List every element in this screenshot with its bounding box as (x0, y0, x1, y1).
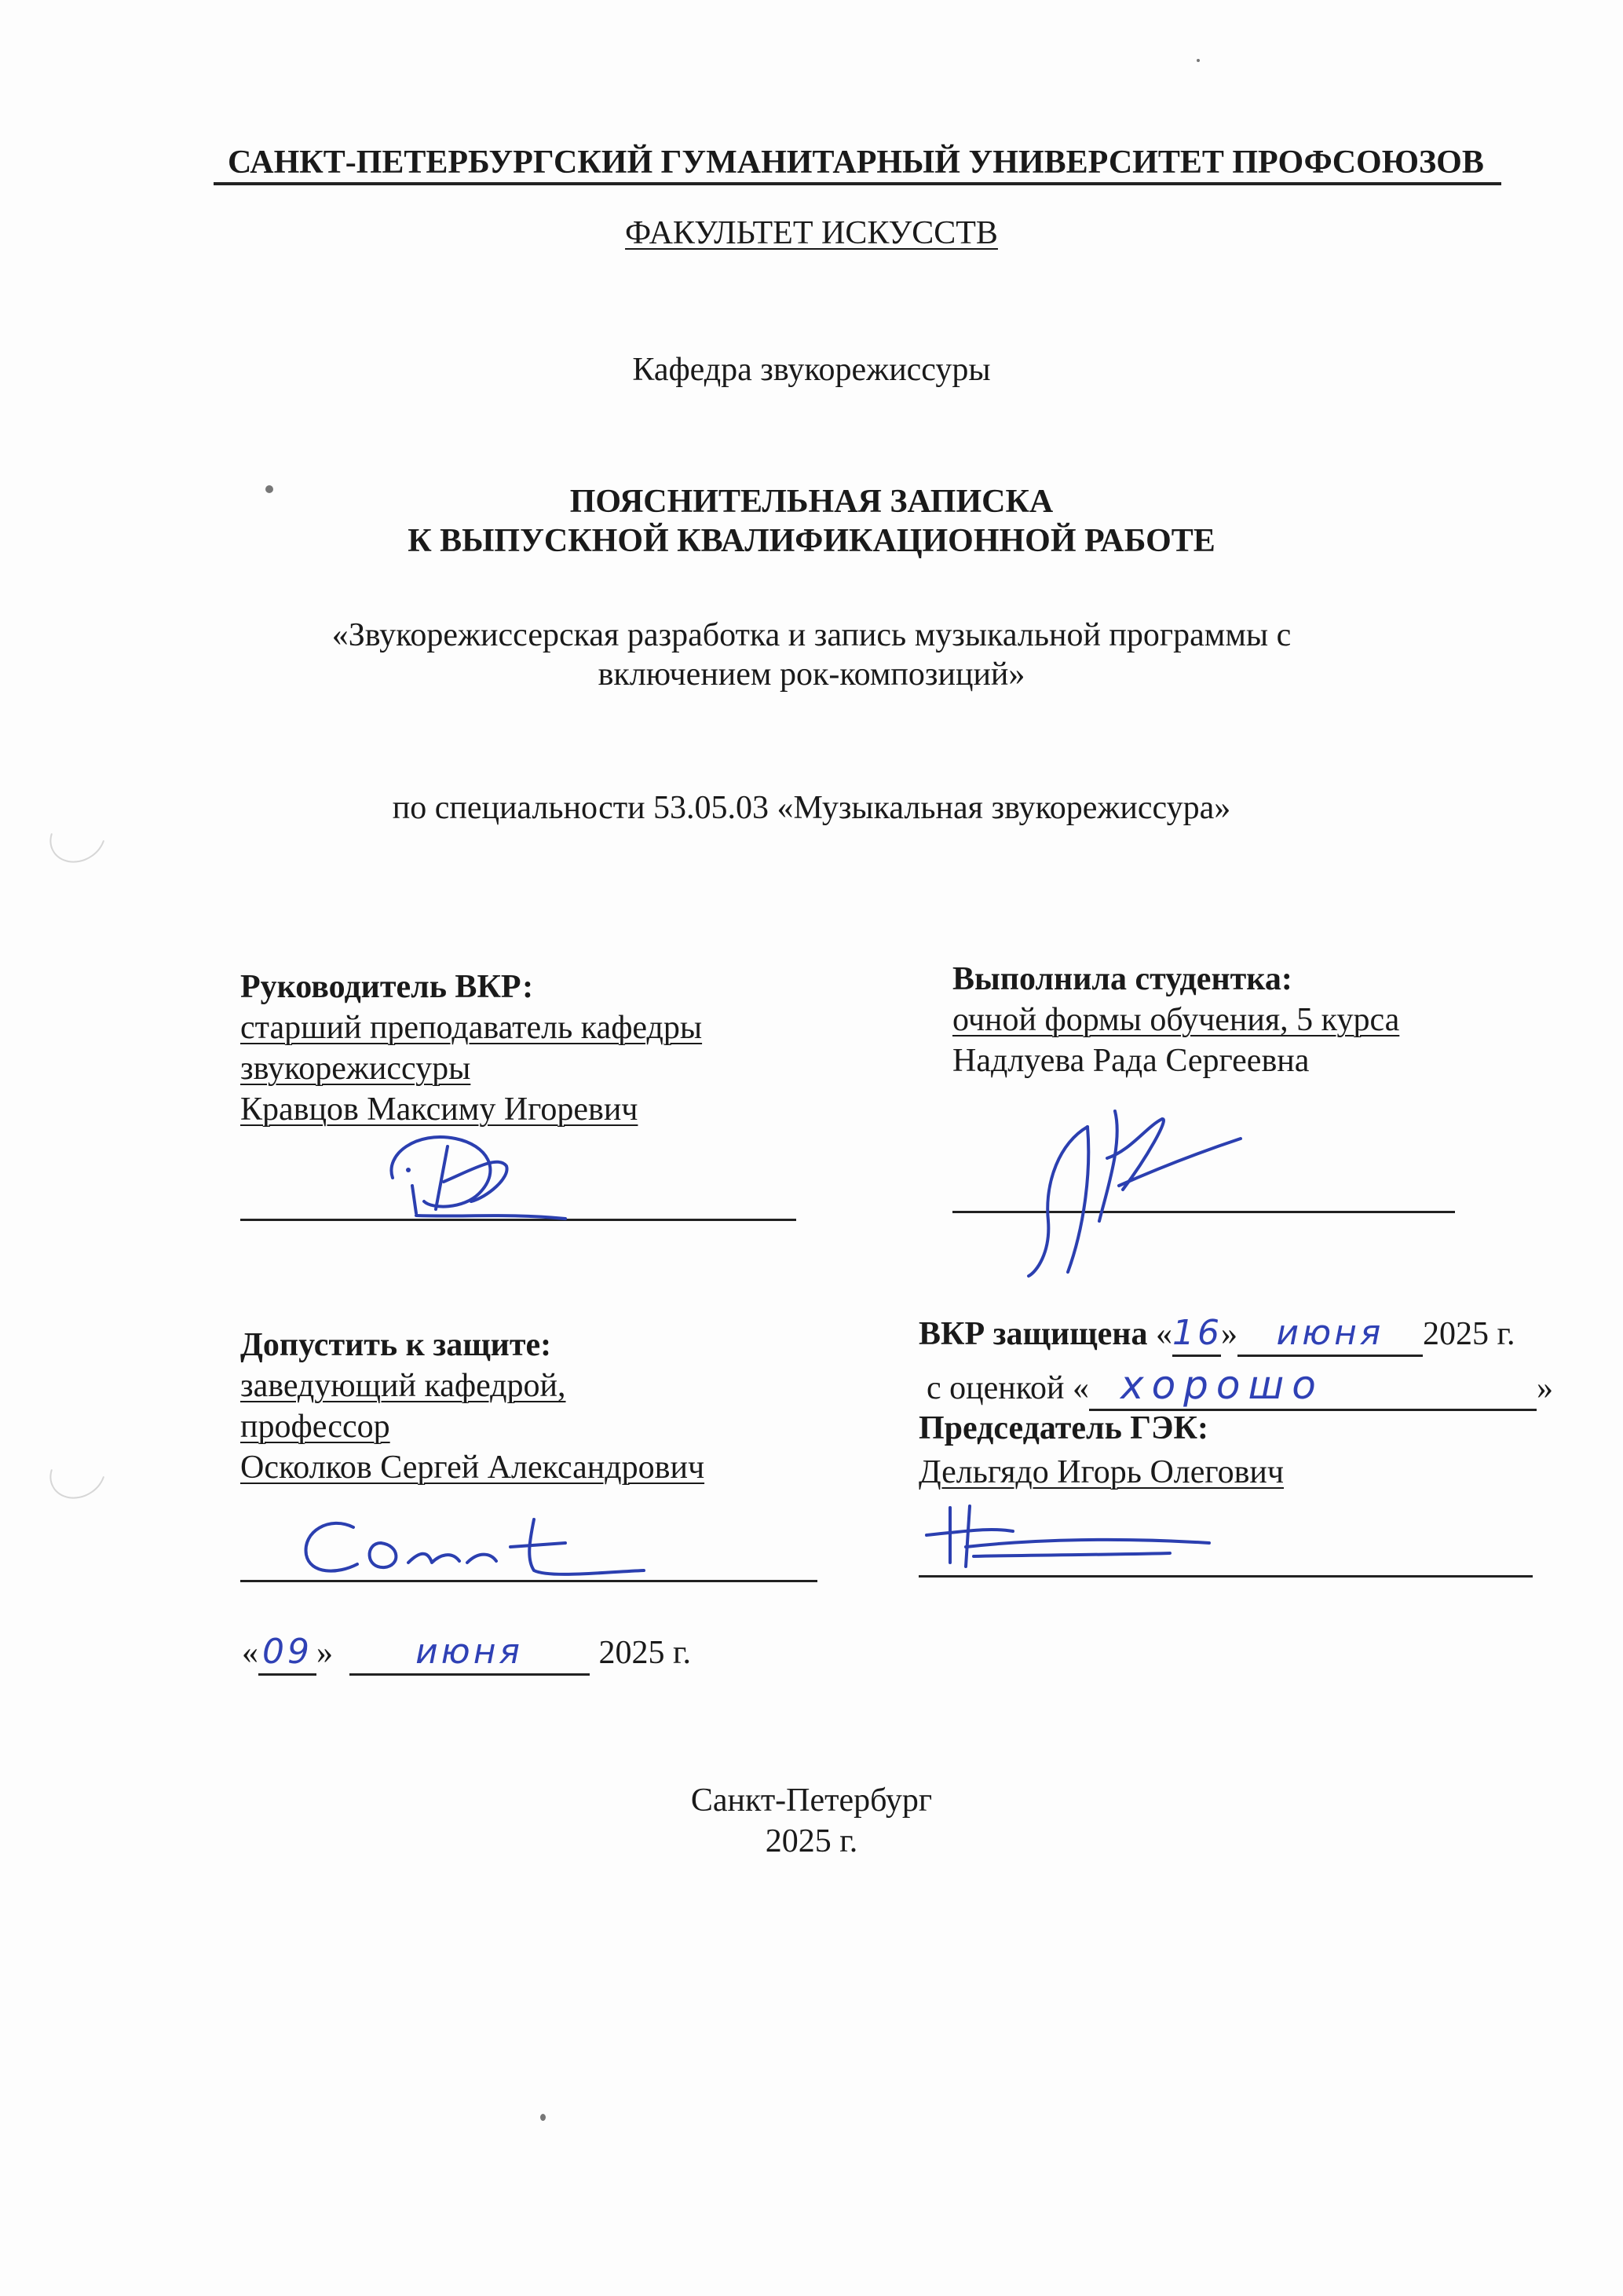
defense-date-day-field (1172, 1313, 1221, 1357)
admission-date-close-quote: » (316, 1635, 333, 1671)
specialty: по специальности 53.05.03 «Музыкальная звукорежиссура» (392, 790, 1231, 826)
supervisor-signature (369, 1123, 589, 1225)
punch-hole (40, 1438, 115, 1509)
defense-grade-field (1089, 1362, 1537, 1411)
defense-date-year: 2025 г. (1422, 1316, 1515, 1352)
chair-signature (919, 1500, 1217, 1574)
supervisor-heading: Руководитель ВКР: (240, 969, 534, 1005)
thesis-topic-line2: включением рок-композиций» (598, 656, 1025, 693)
defense-date-month-field (1237, 1313, 1423, 1357)
defense-date-close-quote: » (1220, 1316, 1237, 1352)
student-study-form: очной формы обучения, 5 курса (952, 1002, 1400, 1038)
defense-grade-line (927, 1362, 1553, 1411)
chair-name: Дельгядо Игорь Олегович (919, 1454, 1284, 1490)
department-name: Кафедра звукорежиссуры (632, 352, 991, 388)
header-rule (214, 182, 1501, 185)
defense-grade-label: с оценкой « (927, 1370, 1089, 1406)
scan-speck (1197, 59, 1200, 62)
admission-date (242, 1632, 691, 1676)
document-title-line2: К ВЫПУСКНОЙ КВАЛИФИКАЦИОННОЙ РАБОТЕ (408, 523, 1215, 559)
chair-signature-line (919, 1575, 1533, 1578)
defense-heading: ВКР защищена (919, 1316, 1148, 1352)
scan-speck (540, 2114, 546, 2121)
student-signature (1013, 1095, 1248, 1284)
admission-date-open-quote: « (242, 1635, 258, 1671)
thesis-topic-line1: «Звукорежиссерская разработка и запись музыкальной программы с (331, 617, 1292, 653)
admission-date-year: 2025 г. (598, 1635, 691, 1671)
admission-position-line2: профессор (240, 1409, 390, 1445)
admission-date-month-field (349, 1632, 590, 1676)
admission-date-day: 09 (262, 1632, 313, 1672)
defense-line (919, 1313, 1515, 1357)
admission-name: Осколков Сергей Александрович (240, 1450, 705, 1486)
student-heading: Выполнила студентка: (952, 961, 1292, 997)
student-name: Надлуева Рада Сергеевна (952, 1043, 1310, 1079)
defense-grade-value: хорошо (1120, 1362, 1324, 1408)
footer-year: 2025 г. (765, 1823, 858, 1859)
footer-city: Санкт-Петербург (690, 1782, 933, 1819)
university-name: САНКТ-ПЕТЕРБУРГСКИЙ ГУМАНИТАРНЫЙ УНИВЕРСИТЕТ ПРОФСОЮЗОВ (228, 144, 1484, 181)
chair-heading: Председатель ГЭК: (919, 1410, 1208, 1446)
defense-date-open-quote: « (1155, 1316, 1172, 1352)
defense-date-day: 16 (1172, 1313, 1223, 1353)
supervisor-name: Кравцов Максиму Игоревич (240, 1091, 638, 1128)
admission-date-month: июня (415, 1632, 523, 1672)
admission-date-day-field (258, 1632, 316, 1676)
defense-grade-close-quote: » (1537, 1370, 1553, 1406)
defense-date-month: июня (1276, 1313, 1384, 1353)
admission-heading: Допустить к защите: (240, 1327, 552, 1363)
admission-position-line1: заведующий кафедрой, (240, 1368, 566, 1404)
supervisor-position-line2: звукорежиссуры (240, 1051, 471, 1087)
supervisor-position-line1: старший преподаватель кафедры (240, 1010, 703, 1046)
faculty-name: ФАКУЛЬТЕТ ИСКУССТВ (625, 215, 998, 251)
admission-signature (291, 1508, 652, 1586)
document-title-line1: ПОЯСНИТЕЛЬНАЯ ЗАПИСКА (569, 484, 1054, 520)
